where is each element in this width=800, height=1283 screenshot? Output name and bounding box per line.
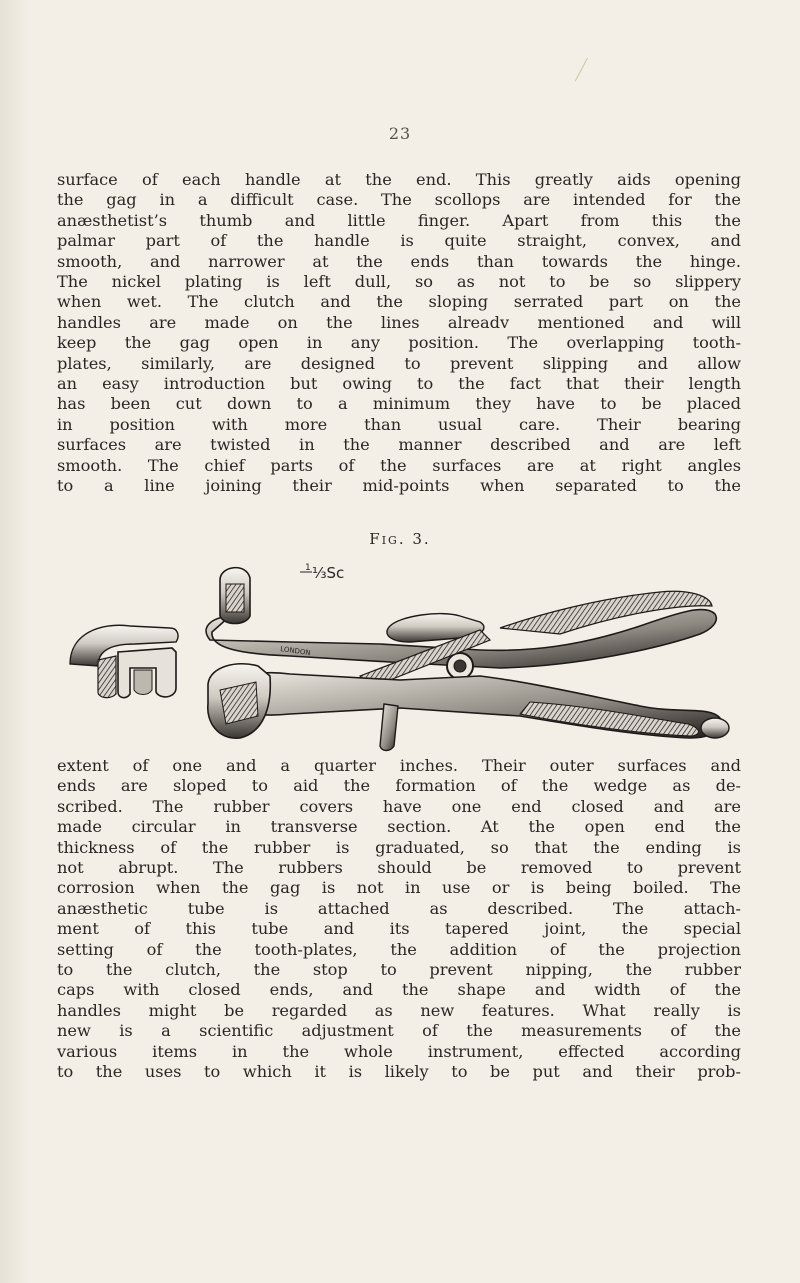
text-line: palmar part of the handle is quite straight, convex, and [57,231,741,251]
text-line: setting of the tooth-plates, the addition of the projection [57,939,741,959]
paragraph-2 [57,756,741,1083]
text-line: in position with more than usual care. Their bearing [57,414,741,434]
text-line: to the uses to which it is likely to be put and their prob- [57,1062,741,1082]
text-line: anæsthetic tube is attached as described. The attach- [57,898,741,918]
text-line: handles are made on the lines alreadv mentioned and will [57,312,741,332]
text-line: made circular in transverse section. At the open end the [57,817,741,837]
paper-mark [575,58,600,88]
tube-connector [380,704,398,751]
text-line: corrosion when the gag is not in use or is being boiled. The [57,878,741,898]
gag-lower-handle [220,673,729,738]
mouth-gag-illustration [60,556,750,754]
text-line: handles might be regarded as new features. What really is [57,1000,741,1020]
page-number: 23 [388,124,412,143]
text-line: not abrupt. The rubbers should be removed to prevent [57,858,741,878]
text-line: scribed. The rubber covers have one end closed and are [57,796,741,816]
figure-caption: Fig. 3. [369,530,431,548]
text-line: has been cut down to a minimum they have to be placed [57,394,741,414]
text-line: extent of one and a quarter inches. Their outer surfaces and [57,756,741,775]
text-line: smooth. The chief parts of the surfaces are at right angles [57,455,741,475]
text-line: anæsthetist’s thumb and little finger. Apart from this the [57,210,741,230]
text-line: ends are sloped to aid the formation of the wedge as de- [57,776,741,796]
text-line: smooth, and narrower at the ends than towards the hinge. [57,251,741,271]
text-line: various items in the whole instrument, effected according [57,1041,741,1061]
text-line: surface of each handle at the end. This greatly aids opening [57,170,741,189]
rubber-cap-detail [70,625,178,697]
text-line: to the clutch, the stop to prevent nipping, the rubber [57,960,741,980]
text-line: the gag in a difficult case. The scollops are intended for the [57,190,741,210]
text-line: when wet. The clutch and the sloping serrated part on the [57,292,741,312]
scale-label-text: ⅓Sc [312,564,345,582]
text-line: ment of this tube and its tapered joint, the special [57,919,741,939]
gag-tooth-plate-upper [220,568,250,624]
text-line: caps with closed ends, and the shape and width of the [57,980,741,1000]
text-line: new is a scientific adjustment of the measurements of the [57,1021,741,1041]
text-line: an easy introduction but owing to the fact that their length [57,374,741,394]
text-line: plates, similarly, are designed to prevent slipping and allow [57,353,741,373]
engraving-text: LONDON [279,645,312,658]
text-line: to a line joining their mid-points when separated to the [57,476,741,496]
scale-label [300,563,344,582]
text-line: surfaces are twisted in the manner described and are left [57,435,741,455]
text-line: keep the gag open in any position. The overlapping tooth- [57,333,741,353]
scale-fraction-numerator: 1 [305,563,311,573]
text-line: The nickel plating is left dull, so as not to be so slippery [57,272,741,292]
text-line: thickness of the rubber is graduated, so that the ending is [57,837,741,857]
gag-tooth-plate-lower [208,664,271,738]
paragraph-1 [57,170,741,497]
